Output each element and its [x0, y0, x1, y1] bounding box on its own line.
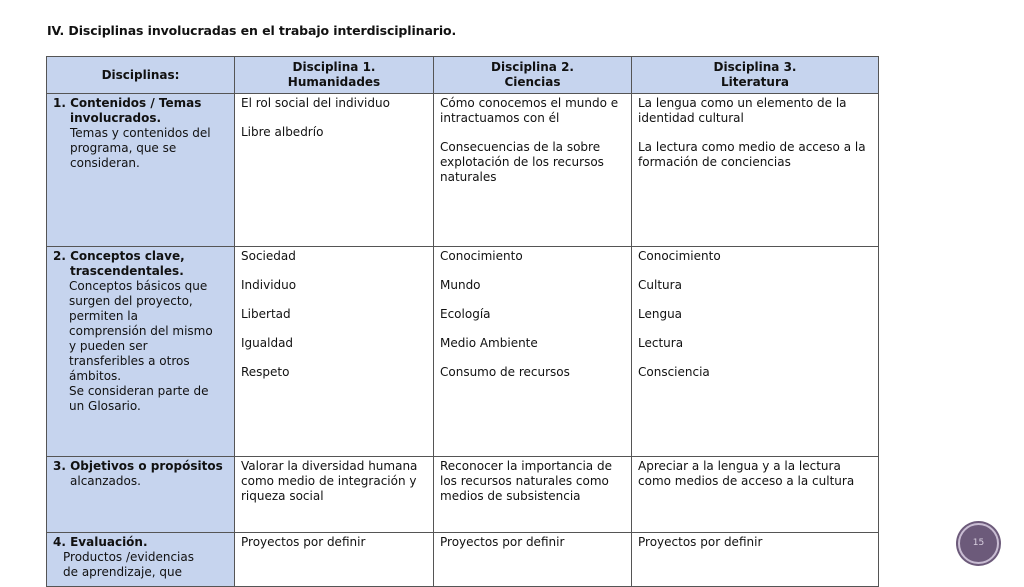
- page-number-badge: 15: [958, 523, 999, 564]
- cell-humanidades-objetivos: Valorar la diversidad humana como medio de integración y riqueza social: [235, 457, 434, 533]
- header-disciplinas: Disciplinas:: [47, 57, 235, 94]
- table-row: [47, 533, 879, 587]
- header-disciplina-1: Disciplina 1. Humanidades: [235, 57, 434, 94]
- table-header-row: [47, 57, 879, 94]
- row-head-conceptos: 2. Conceptos clave, trascendentales. Conceptos básicos que surgen del proyecto, permiten la comprensión del mismo y pueden ser transferibles a otros ámbitos. Se consideran parte de un Glosario.: [47, 247, 235, 457]
- cell-ciencias-contenidos: Cómo conocemos el mundo e intractuamos con él Consecuencias de la sobre explotación de los recursos naturales: [434, 94, 632, 247]
- cell-ciencias-conceptos: Conocimiento Mundo Ecología Medio Ambiente Consumo de recursos: [434, 247, 632, 457]
- cell-humanidades-conceptos: Sociedad Individuo Libertad Igualdad Respeto: [235, 247, 434, 457]
- row-head-objetivos: 3. Objetivos o propósitos alcanzados.: [47, 457, 235, 533]
- cell-humanidades-contenidos: El rol social del individuo Libre albedrío: [235, 94, 434, 247]
- header-disciplina-3: Disciplina 3. Literatura: [632, 57, 879, 94]
- cell-ciencias-evaluacion: Proyectos por definir: [434, 533, 632, 587]
- disciplines-table: [46, 56, 879, 587]
- cell-humanidades-evaluacion: Proyectos por definir: [235, 533, 434, 587]
- slide-title: IV. Disciplinas involucradas en el trabajo interdisciplinario.: [47, 23, 457, 38]
- cell-ciencias-objetivos: Reconocer la importancia de los recursos naturales como medios de subsistencia: [434, 457, 632, 533]
- table-row: [47, 247, 879, 457]
- cell-literatura-objetivos: Apreciar a la lengua y a la lectura como medios de acceso a la cultura: [632, 457, 879, 533]
- header-disciplina-2: Disciplina 2. Ciencias: [434, 57, 632, 94]
- table-row: [47, 94, 879, 247]
- table-row: [47, 457, 879, 533]
- row-head-contenidos: 1. Contenidos / Temas involucrados. Temas y contenidos del programa, que se consideran.: [47, 94, 235, 247]
- row-head-evaluacion: 4. Evaluación. Productos /evidencias de aprendizaje, que: [47, 533, 235, 587]
- cell-literatura-evaluacion: Proyectos por definir: [632, 533, 879, 587]
- cell-literatura-contenidos: La lengua como un elemento de la identidad cultural La lectura como medio de acceso a la formación de conciencias: [632, 94, 879, 247]
- cell-literatura-conceptos: Conocimiento Cultura Lengua Lectura Consciencia: [632, 247, 879, 457]
